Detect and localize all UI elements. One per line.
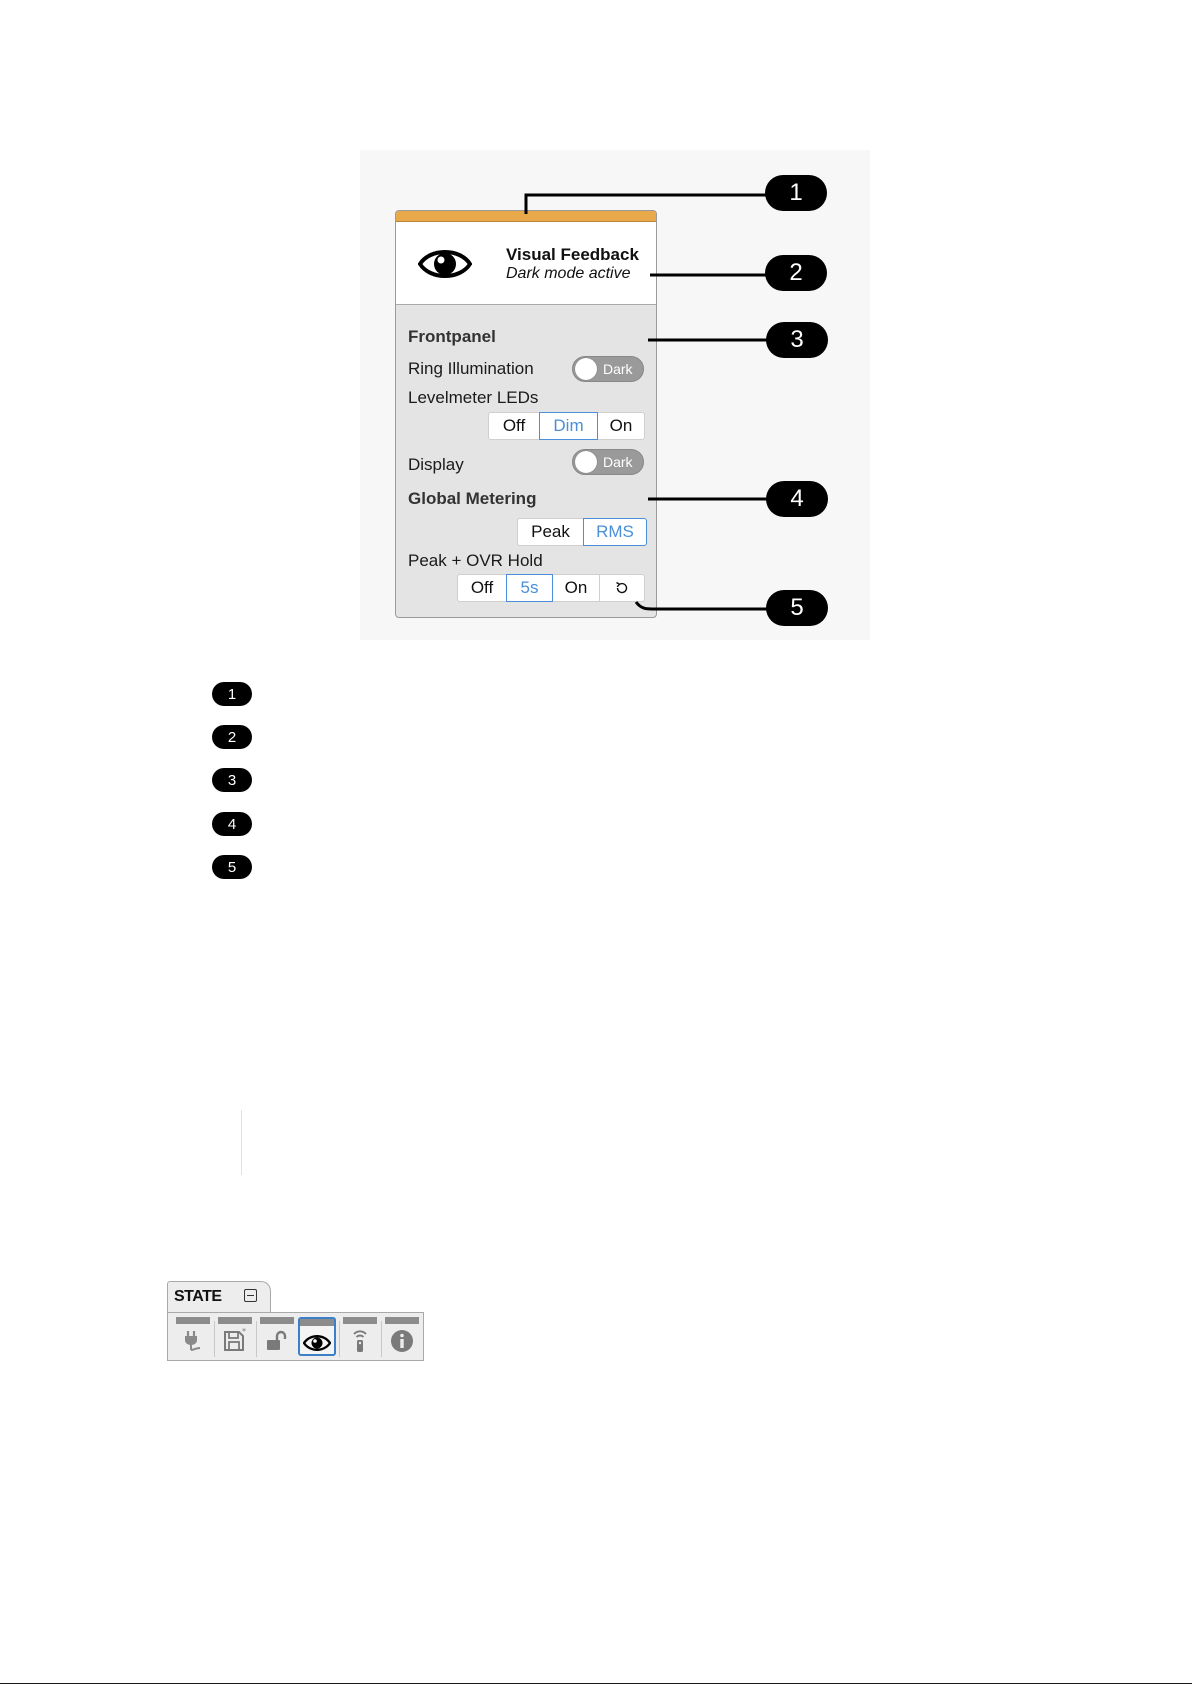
peak-hold-on[interactable]: On bbox=[552, 574, 600, 602]
status-stripe bbox=[300, 1319, 334, 1326]
peak-hold-label: Peak + OVR Hold bbox=[408, 551, 543, 570]
panel-title: Visual Feedback bbox=[506, 245, 639, 264]
status-stripe bbox=[176, 1317, 210, 1324]
status-stripe bbox=[343, 1317, 377, 1324]
toggle-label: Dark bbox=[603, 454, 633, 470]
ring-illumination-toggle[interactable] bbox=[572, 356, 644, 382]
info-icon bbox=[389, 1328, 415, 1354]
panel-header bbox=[396, 222, 656, 305]
callout-2: 2 bbox=[765, 255, 827, 291]
peak-hold-segmented bbox=[457, 574, 645, 602]
toggle-knob bbox=[575, 451, 597, 473]
status-stripe bbox=[218, 1317, 252, 1324]
legend-marker-2: 2 bbox=[212, 725, 252, 749]
state-label: STATE bbox=[174, 1288, 222, 1305]
callout-1: 1 bbox=[765, 175, 827, 211]
peak-hold-off[interactable]: Off bbox=[457, 574, 507, 602]
panel-subtitle: Dark mode active bbox=[506, 265, 631, 282]
peak-hold-reset-button[interactable] bbox=[599, 574, 645, 602]
metering-segmented bbox=[517, 518, 647, 546]
legend-marker-4: 4 bbox=[212, 812, 252, 836]
lock-open-icon bbox=[264, 1328, 290, 1354]
state-toolbar bbox=[167, 1312, 424, 1361]
toggle-knob bbox=[575, 358, 597, 380]
state-remote-button[interactable] bbox=[341, 1317, 379, 1356]
eye-icon bbox=[303, 1333, 331, 1353]
callout-3: 3 bbox=[766, 322, 828, 358]
separator bbox=[256, 1321, 257, 1357]
global-metering-label: Global Metering bbox=[408, 489, 537, 508]
state-info-button[interactable] bbox=[383, 1317, 421, 1356]
levelmeter-segmented bbox=[488, 412, 645, 440]
state-tab[interactable] bbox=[167, 1281, 271, 1314]
reset-icon bbox=[614, 580, 630, 596]
svg-text:*: * bbox=[242, 1328, 246, 1336]
plug-icon bbox=[180, 1328, 206, 1354]
levelmeter-off[interactable]: Off bbox=[488, 412, 540, 440]
save-icon bbox=[222, 1328, 248, 1354]
metering-rms[interactable]: RMS bbox=[583, 518, 647, 546]
status-stripe bbox=[260, 1317, 294, 1324]
levelmeter-dim[interactable]: Dim bbox=[539, 412, 598, 440]
callout-5: 5 bbox=[766, 590, 828, 626]
collapse-icon[interactable] bbox=[244, 1289, 257, 1302]
display-toggle[interactable] bbox=[572, 449, 644, 475]
ring-illumination-label: Ring Illumination bbox=[408, 359, 534, 378]
display-label: Display bbox=[408, 455, 464, 474]
section-frontpanel: Frontpanel bbox=[408, 327, 496, 346]
eye-icon bbox=[418, 246, 472, 282]
status-stripe bbox=[385, 1317, 419, 1324]
legend-marker-3: 3 bbox=[212, 768, 252, 792]
margin-rule bbox=[241, 1110, 242, 1175]
legend-marker-1: 1 bbox=[212, 682, 252, 706]
remote-icon bbox=[347, 1328, 373, 1354]
visual-feedback-panel bbox=[395, 210, 657, 618]
separator bbox=[381, 1321, 382, 1357]
separator bbox=[339, 1321, 340, 1357]
toggle-label: Dark bbox=[603, 361, 633, 377]
levelmeter-label: Levelmeter LEDs bbox=[408, 388, 539, 407]
state-visual-feedback-button[interactable] bbox=[298, 1317, 336, 1356]
callout-4: 4 bbox=[766, 481, 828, 517]
state-lock-button[interactable] bbox=[258, 1317, 296, 1356]
legend-marker-5: 5 bbox=[212, 855, 252, 879]
peak-hold-5s[interactable]: 5s bbox=[506, 574, 553, 602]
state-power-button[interactable] bbox=[174, 1317, 212, 1356]
metering-peak[interactable]: Peak bbox=[517, 518, 584, 546]
panel-accent-bar bbox=[396, 211, 656, 222]
separator bbox=[214, 1321, 215, 1357]
page-bottom-rule bbox=[0, 1683, 1192, 1684]
state-save-button[interactable] bbox=[216, 1317, 254, 1356]
levelmeter-on[interactable]: On bbox=[597, 412, 645, 440]
